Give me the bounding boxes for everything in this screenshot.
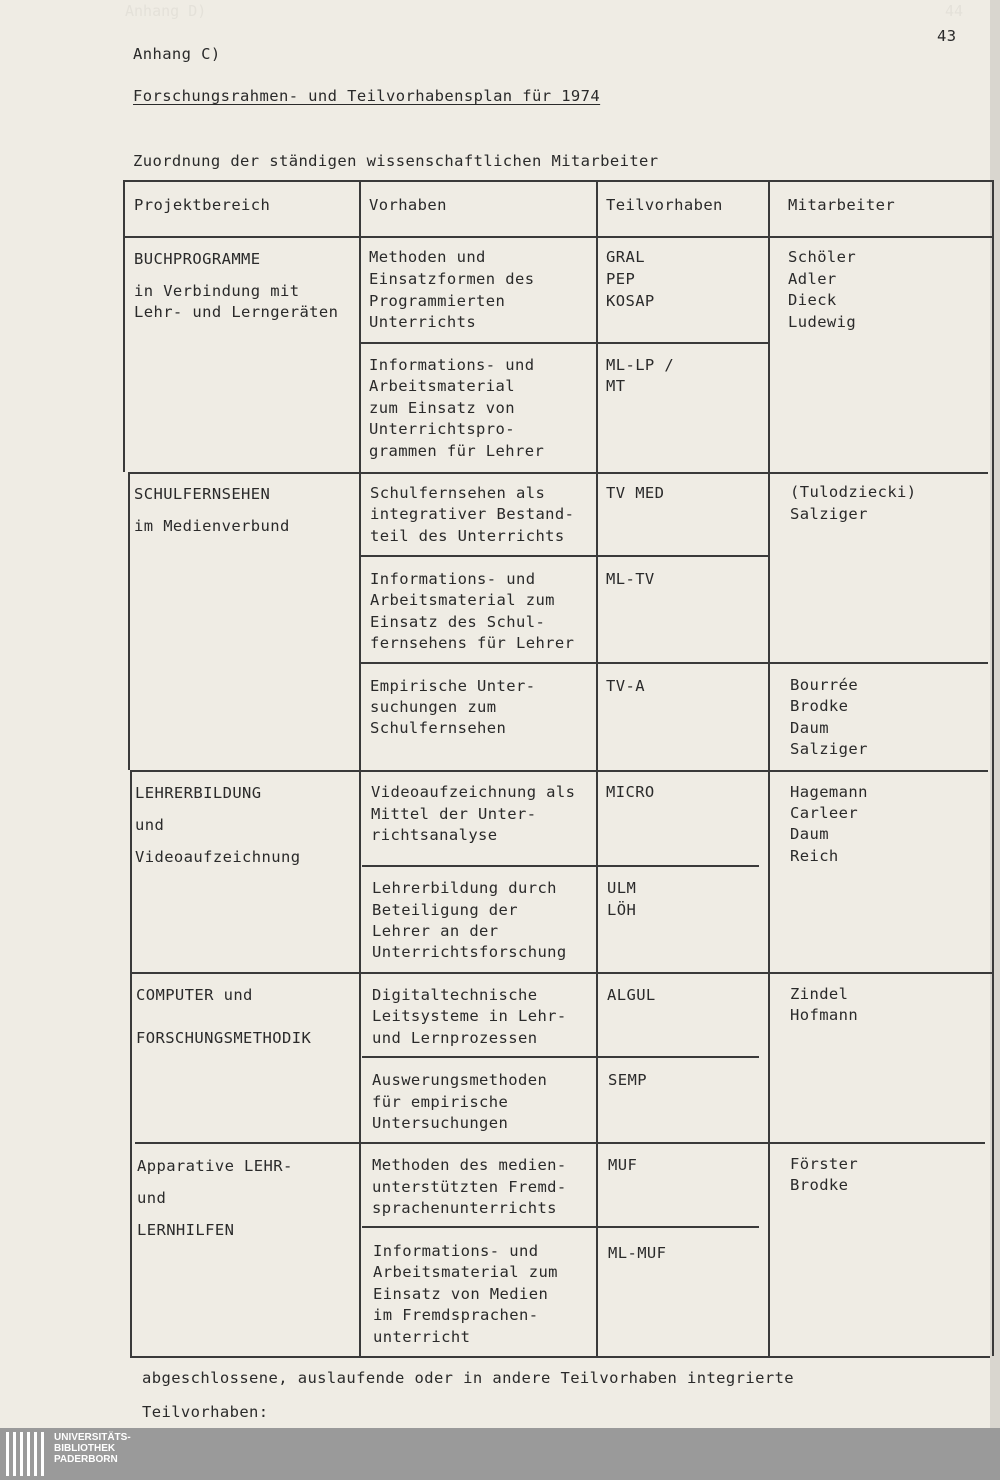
vorhaben-line: Videoaufzeichnung als — [371, 783, 576, 801]
column-header: Vorhaben — [369, 196, 447, 214]
vorhaben-line: Arbeitsmaterial zum — [370, 591, 555, 609]
rule — [128, 472, 988, 474]
vorhaben-line: Unterrichtspro- — [369, 420, 515, 438]
vorhaben-line: Beteiligung der — [372, 901, 518, 919]
vorhaben-line: sprachenunterrichts — [372, 1199, 557, 1217]
mitarbeiter-name: (Tulodziecki) — [790, 483, 917, 501]
vorhaben-line: Arbeitsmaterial — [369, 377, 515, 395]
library-logo-text — [54, 1432, 131, 1465]
mitarbeiter-name: Dieck — [788, 291, 837, 309]
library-logo-line: PADERBORN — [54, 1454, 118, 1465]
bereich-label: LERNHILFEN — [137, 1221, 235, 1239]
vorhaben-line: unterricht — [373, 1328, 471, 1346]
vorhaben-line: Schulfernsehen als — [370, 484, 546, 502]
mitarbeiter-name: Hagemann — [790, 783, 868, 801]
vorhaben-line: integrativer Bestand- — [370, 505, 575, 523]
mitarbeiter-name: Daum — [790, 825, 829, 843]
mitarbeiter-name: Förster — [790, 1155, 859, 1173]
mitarbeiter-name: Zindel — [790, 985, 849, 1003]
teilvorhaben-code: GRAL — [606, 248, 645, 266]
bleed-through-header: Anhang D) — [125, 2, 207, 20]
mitarbeiter-name: Carleer — [790, 804, 859, 822]
rule — [359, 180, 361, 1356]
vorhaben-line: Arbeitsmaterial zum — [373, 1263, 558, 1281]
vorhaben-line: Programmierten — [369, 292, 506, 310]
rule — [361, 662, 988, 664]
vorhaben-line: Schulfernsehen — [370, 719, 507, 737]
vorhaben-line: Lehrerbildung durch — [372, 879, 557, 897]
teilvorhaben-code: TV-A — [606, 677, 645, 695]
vorhaben-line: richtsanalyse — [371, 826, 498, 844]
rule — [130, 770, 988, 772]
rule — [123, 180, 993, 182]
library-logo-line: UNIVERSITÄTS- — [54, 1432, 131, 1443]
bereich-label: in Verbindung mit — [134, 282, 300, 300]
vorhaben-line: Untersuchungen — [372, 1114, 509, 1132]
vorhaben-line: Methoden und — [369, 248, 486, 266]
vorhaben-line: Informations- und — [373, 1242, 539, 1260]
teilvorhaben-code: MUF — [608, 1156, 638, 1174]
rule — [596, 180, 598, 1356]
bereich-label: COMPUTER und — [136, 986, 253, 1004]
mitarbeiter-name: Salziger — [790, 740, 868, 758]
bereich-label: SCHULFERNSEHEN — [134, 485, 271, 503]
mitarbeiter-name: Schöler — [788, 248, 857, 266]
mitarbeiter-name: Brodke — [790, 1176, 849, 1194]
closing-text: abgeschlossene, auslaufende oder in andere Teilvorhaben integrierte — [142, 1369, 795, 1387]
vorhaben-line: Mittel der Unter- — [371, 805, 537, 823]
rule — [123, 180, 125, 472]
mitarbeiter-name: Reich — [790, 847, 839, 865]
vorhaben-line: Einsatz von Medien — [373, 1285, 549, 1303]
rule — [130, 770, 132, 1356]
rule — [128, 472, 130, 770]
vorhaben-line: Digitaltechnische — [372, 986, 538, 1004]
vorhaben-line: Unterrichts — [369, 313, 477, 331]
vorhaben-line: Einsatz des Schul- — [370, 613, 546, 631]
vorhaben-line: für empirische — [372, 1093, 509, 1111]
bereich-label: im Medienverbund — [134, 517, 290, 535]
bleed-through-page-number: 44 — [945, 2, 964, 20]
teilvorhaben-code: SEMP — [608, 1071, 647, 1089]
teilvorhaben-code: ML-LP / — [606, 356, 675, 374]
teilvorhaben-code: TV MED — [606, 484, 665, 502]
teilvorhaben-code: ALGUL — [607, 986, 656, 1004]
rule — [123, 236, 993, 238]
teilvorhaben-code: ML-TV — [606, 570, 655, 588]
teilvorhaben-code: ULM — [607, 879, 637, 897]
page-number: 43 — [937, 27, 957, 45]
rule — [362, 1056, 759, 1058]
bereich-label: Lehr- und Lerngeräten — [134, 303, 339, 321]
vorhaben-line: suchungen zum — [370, 698, 497, 716]
mitarbeiter-name: Daum — [790, 719, 829, 737]
library-footer-bar — [0, 1428, 1000, 1480]
vorhaben-line: im Fremdsprachen- — [373, 1306, 539, 1324]
vorhaben-line: fernsehens für Lehrer — [370, 634, 575, 652]
vorhaben-line: unterstützten Fremd- — [372, 1178, 567, 1196]
vorhaben-line: Empirische Unter- — [370, 677, 536, 695]
rule — [130, 1356, 990, 1358]
mitarbeiter-name: Bourrée — [790, 676, 859, 694]
vorhaben-line: Leitsysteme in Lehr- — [372, 1007, 567, 1025]
vorhaben-line: Unterrichtsforschung — [372, 943, 567, 961]
bereich-label: Videoaufzeichnung — [135, 848, 301, 866]
bereich-label: BUCHPROGRAMME — [134, 250, 261, 268]
mitarbeiter-name: Adler — [788, 270, 837, 288]
page-title: Forschungsrahmen- und Teilvorhabensplan für 1974 — [133, 87, 601, 105]
vorhaben-line: Lehrer an der — [372, 922, 499, 940]
rule — [362, 1226, 759, 1228]
rule — [992, 180, 994, 1356]
vorhaben-line: Informations- und — [369, 356, 535, 374]
closing-text: Teilvorhaben: — [142, 1403, 269, 1421]
vorhaben-line: grammen für Lehrer — [369, 442, 545, 460]
mitarbeiter-name: Salziger — [790, 505, 868, 523]
rule — [135, 1142, 985, 1144]
bereich-label: und — [135, 816, 165, 834]
vorhaben-line: und Lernprozessen — [372, 1029, 538, 1047]
column-header: Projektbereich — [134, 196, 271, 214]
rule — [361, 342, 769, 344]
rule — [130, 972, 992, 974]
mitarbeiter-name: Ludewig — [788, 313, 857, 331]
vorhaben-line: Einsatzformen des — [369, 270, 535, 288]
bereich-label: LEHRERBILDUNG — [135, 784, 262, 802]
teilvorhaben-code: MT — [606, 377, 626, 395]
column-header: Teilvorhaben — [606, 196, 723, 214]
library-logo-icon — [6, 1432, 46, 1476]
teilvorhaben-code: KOSAP — [606, 292, 655, 310]
library-logo-line: BIBLIOTHEK — [54, 1443, 116, 1454]
rule — [361, 555, 769, 557]
teilvorhaben-code: MICRO — [606, 783, 655, 801]
vorhaben-line: Informations- und — [370, 570, 536, 588]
mitarbeiter-name: Brodke — [790, 697, 849, 715]
mitarbeiter-name: Hofmann — [790, 1006, 859, 1024]
rule — [768, 180, 770, 1356]
bereich-label: FORSCHUNGSMETHODIK — [136, 1029, 312, 1047]
vorhaben-line: Methoden des medien- — [372, 1156, 567, 1174]
table-caption: Zuordnung der ständigen wissenschaftlichen Mitarbeiter — [133, 152, 659, 170]
column-header: Mitarbeiter — [788, 196, 896, 214]
bereich-label: und — [137, 1189, 167, 1207]
teilvorhaben-code: PEP — [606, 270, 636, 288]
teilvorhaben-code: ML-MUF — [608, 1244, 667, 1262]
vorhaben-line: teil des Unterrichts — [370, 527, 565, 545]
bereich-label: Apparative LEHR- — [137, 1157, 293, 1175]
vorhaben-line: Auswerungsmethoden — [372, 1071, 548, 1089]
section-label: Anhang C) — [133, 45, 221, 63]
rule — [362, 865, 759, 867]
teilvorhaben-code: LÖH — [607, 901, 637, 919]
vorhaben-line: zum Einsatz von — [369, 399, 515, 417]
